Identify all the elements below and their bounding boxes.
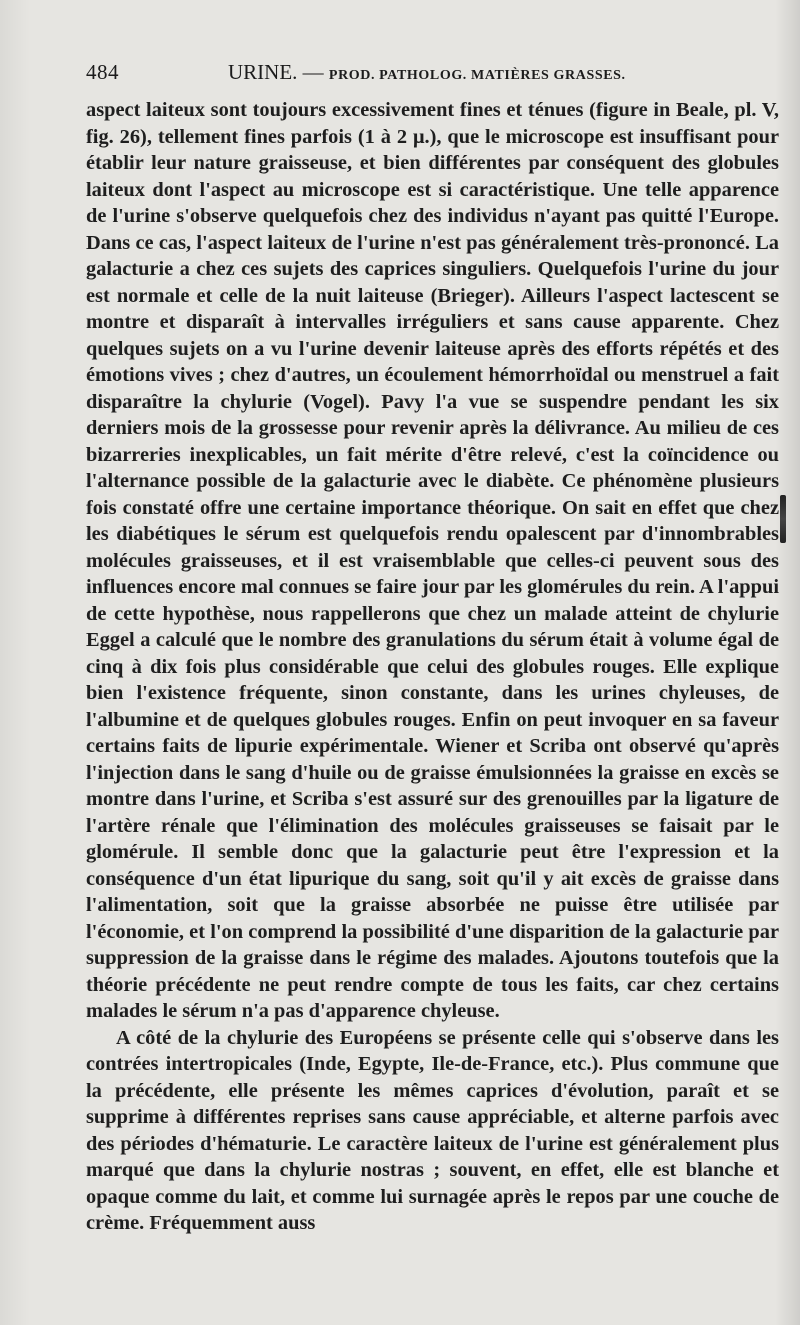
body-text <box>86 97 779 1237</box>
paragraph-1: aspect laiteux sont toujours excessivement fines et ténues (figure in Beale, pl. V, fig. 26), tellement fines parfois (1 à 2 μ.), que le microscope est insuffisant pour établir leur nature graisseuse, et bien différentes par conséquent des globules laiteux dont l'aspect au microscope est si caractéristique. Une telle apparence de l'urine s'observe quelquefois chez des individus n'ayant pas quitté l'Europe. Dans ce cas, l'aspect laiteux de l'urine n'est pas généralement très-prononcé. La galacturie a chez ces sujets des caprices singuliers. Quelquefois l'urine du jour est normale et celle de la nuit laiteuse (Brieger). Ailleurs l'aspect lactescent se montre et disparaît à intervalles irréguliers et sans cause apparente. Chez quelques sujets on a vu l'urine devenir laiteuse après des efforts répétés et des émotions vives ; chez d'autres, un écoulement hémorrhoïdal ou menstruel a fait disparaître la chylurie (Vogel). Pavy l'a vue se suspendre pendant les six derniers mois de la grossesse pour revenir après la délivrance. Au milieu de ces bizarreries inexplicables, un fait mérite d'être relevé, c'est la coïncidence ou l'alternance possible de la galacturie avec le diabète. Ce phénomène plusieurs fois constaté offre une certaine importance théorique. On sait en effet que chez les diabétiques le sérum est quelquefois rendu opalescent par d'innombrables molécules graisseuses, et il est vraisemblable que celles-ci peuvent sous des influences encore mal connues se faire jour par les glomérules du rein. A l'appui de cette hypothèse, nous rappellerons que chez un malade atteint de chylurie Eggel a calculé que le nombre des granulations du sérum était à volume égal de cinq à dix fois plus considérable que celui des globules rouges. Elle explique bien l'existence fréquente, sinon constante, dans les urines chyleuses, de l'albumine et de quelques globules rouges. Enfin on peut invoquer en sa faveur certains faits de lipurie expérimentale. Wiener et Scriba ont observé qu'après l'injection dans le sang d'huile ou de graisse émulsionnées la graisse en excès se montre dans l'urine, et Scriba s'est assuré sur des grenouilles par la ligature de l'artère rénale que l'élimination des molécules graisseuses se faisait par le glomérule. Il semble donc que la galacturie peut être l'expression et la conséquence d'un état lipurique du sang, soit qu'il y ait excès de graisse dans l'alimentation, soit que la graisse absorbée ne puisse être utilisée par l'économie, et l'on comprend la possibilité d'une disparition de la galacturie par suppression de la graisse dans le régime des malades. Ajoutons toutefois que la théorie précédente ne peut rendre compte de tous les faits, car chez certains malades le sérum n'a pas d'apparence chyleuse. <box>86 99 779 1022</box>
paragraph-2: A côté de la chylurie des Européens se présente celle qui s'observe dans les contrées intertropicales (Inde, Egypte, Ile-de-France, etc.). Plus commune que la précédente, elle présente les mêmes caprices d'évolution, paraît et se supprime à différentes reprises sans cause appréciable, et alterne parfois avec des périodes d'hématurie. Le caractère laiteux de l'urine est généralement plus marqué que dans la chylurie nostras ; souvent, en effet, elle est blanche et opaque comme du lait, et comme lui surnagée après le repos par une couche de crème. Fréquemment auss <box>86 1026 779 1234</box>
page-edge-mark <box>780 495 786 543</box>
running-title <box>228 60 626 85</box>
page-number: 484 <box>86 60 119 84</box>
running-title-subtitle: PROD. PATHOLOG. MATIÈRES GRASSES. <box>328 68 626 83</box>
running-title-main: URINE. — <box>228 60 324 84</box>
running-header <box>86 58 726 88</box>
